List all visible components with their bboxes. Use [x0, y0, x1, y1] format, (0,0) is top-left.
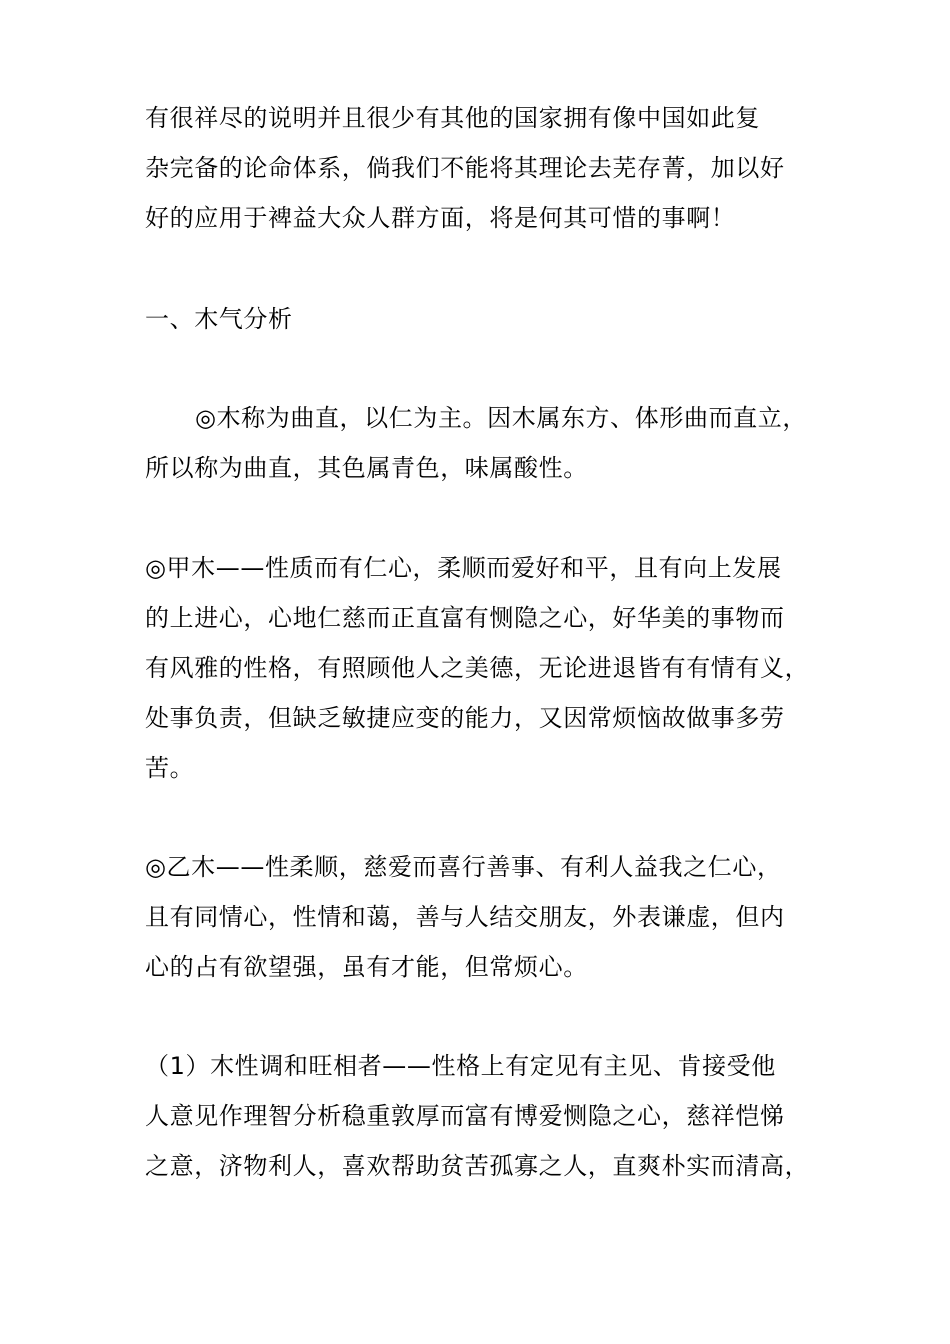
intro-line-1: 有很祥尽的说明并且很少有其他的国家拥有像中国如此复 [145, 104, 760, 132]
section-heading: 一、木气分析 [145, 305, 293, 333]
wood-para-line-1: ◎木称为曲直，以仁为主。因木属东方、体形曲而直立， [195, 404, 807, 432]
jia-para-line-3: 有风雅的性格，有照顾他人之美德，无论进退皆有有情有义， [145, 654, 810, 682]
intro-line-3: 好的应用于裨益大众人群方面，将是何其可惜的事啊！ [145, 204, 736, 232]
jia-para-line-5: 苦。 [145, 754, 195, 782]
jia-para-line-4: 处事负责，但缺乏敏捷应变的能力，又因常烦恼故做事多劳 [145, 704, 785, 732]
point-1-line-1: （1）木性调和旺相者——性格上有定见有主见、肯接受他 [145, 1052, 776, 1080]
yi-para-line-2: 且有同情心，性情和蔼，善与人结交朋友，外表谦虚，但内 [145, 903, 785, 931]
point-1-line-2: 人意见作理智分析稳重敦厚而富有博爱恻隐之心，慈祥恺悌 [145, 1102, 785, 1130]
intro-line-2: 杂完备的论命体系，倘我们不能将其理论去芜存菁，加以好 [145, 154, 785, 182]
jia-para-line-1: ◎甲木——性质而有仁心，柔顺而爱好和平，且有向上发展 [145, 554, 782, 582]
jia-para-line-2: 的上进心，心地仁慈而正直富有恻隐之心，好华美的事物而 [145, 604, 785, 632]
wood-para-line-2: 所以称为曲直，其色属青色，味属酸性。 [145, 454, 588, 482]
point-1-line-3: 之意，济物利人，喜欢帮助贫苦孤寡之人，直爽朴实而清高， [145, 1152, 810, 1180]
yi-para-line-1: ◎乙木——性柔顺，慈爱而喜行善事、有利人益我之仁心， [145, 853, 782, 881]
yi-para-line-3: 心的占有欲望强，虽有才能，但常烦心。 [145, 953, 588, 981]
